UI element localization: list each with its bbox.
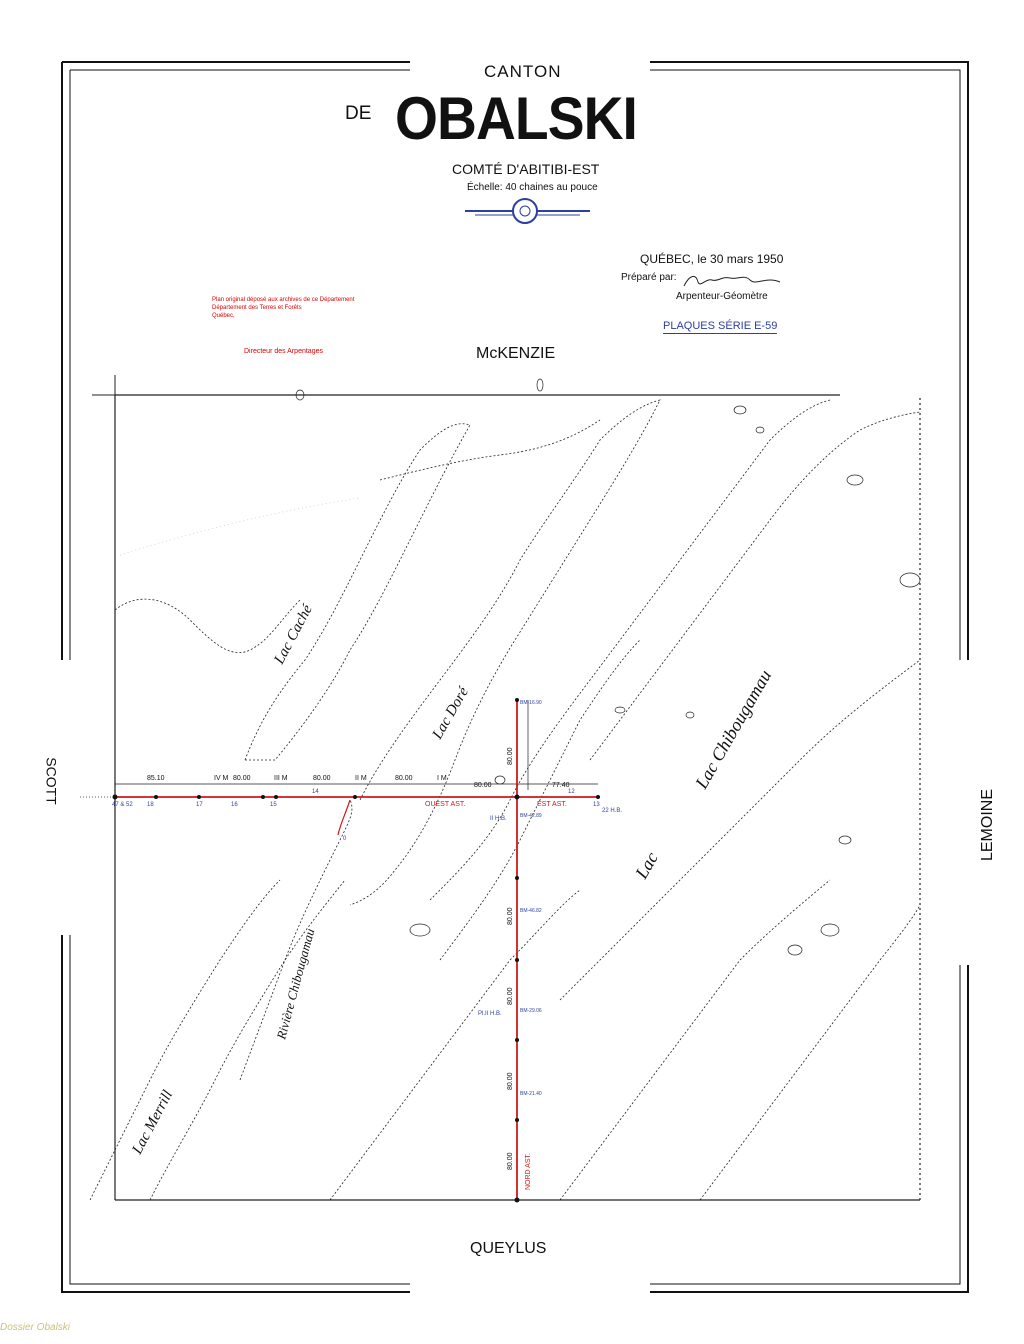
marker-label: BM-29.06 [520, 1008, 542, 1014]
scale-label: Échelle: 40 chaines au pouce [467, 182, 598, 193]
segment-label: 77.40 [552, 782, 570, 789]
marker-label: BM-16.90 [520, 700, 542, 706]
nord-line-label: NORD AST. [525, 1153, 532, 1190]
post-marker [515, 698, 519, 702]
post-marker [197, 795, 201, 799]
segment-label: 80.00 [395, 775, 413, 782]
segment-label: 80.00 [507, 747, 514, 765]
south-shore-1 [330, 890, 580, 1200]
neighbour-north: McKENZIE [476, 345, 556, 362]
place-date: QUÉBEC, le 30 mars 1950 [640, 252, 784, 266]
archive-note-line: Plan original déposé aux archives de ce Département [212, 297, 355, 303]
station-label: III M [274, 775, 288, 782]
post-marker [261, 795, 265, 799]
segment-label: 80.00 [507, 1152, 514, 1170]
township-boundary [92, 375, 920, 1200]
lake-label-merrill: Lac Merrill [129, 1087, 177, 1157]
marker-label: BM-46.82 [520, 908, 542, 914]
canton-label: CANTON [484, 62, 562, 81]
marker-label: Pl.II H.B. [478, 1011, 502, 1017]
post-marker [515, 1038, 519, 1042]
merrill-shore [90, 880, 280, 1200]
map-labels [129, 601, 775, 1158]
segment-label: 80.00 [507, 987, 514, 1005]
post-label: 15 [270, 802, 277, 808]
survey-posts [113, 698, 601, 1203]
surveyor-signature [680, 270, 790, 292]
plates-label: PLAQUES SÉRIE E-59 [663, 320, 778, 332]
post-marker [515, 795, 520, 800]
prepared-by-label: Préparé par: [621, 272, 677, 283]
south-shore-3 [700, 905, 920, 1200]
segment-label: 85.10 [147, 775, 165, 782]
lake-label-dore: Lac Doré [429, 684, 473, 742]
station-label: I M [437, 775, 447, 782]
de-label: DE [345, 103, 372, 124]
marker-label: BM-21.40 [520, 1091, 542, 1097]
north-shore [380, 420, 600, 480]
station-label: IV M [214, 775, 229, 782]
post-label: 18 [147, 802, 154, 808]
neighbour-south: QUEYLUS [470, 1240, 547, 1257]
post-label: 47 & 52 [112, 802, 133, 808]
county-label: COMTÉ D'ABITIBI-EST [452, 161, 600, 177]
segment-label: 80.00 [507, 907, 514, 925]
merrill-shore-east [150, 880, 345, 1200]
south-shore-2 [560, 880, 830, 1200]
marker-label: 22 H.B. [602, 808, 623, 814]
director-label: Directeur des Arpentages [244, 348, 323, 355]
segment-label: 80.00 [474, 782, 492, 789]
segment-label: 80.00 [313, 775, 331, 782]
post-label: 17 [196, 802, 203, 808]
handwritten-note: Dossier Obalski [0, 1322, 71, 1333]
post-marker [515, 958, 519, 962]
post-label: 14 [312, 789, 319, 795]
frame [62, 62, 968, 1292]
line-labels [112, 700, 622, 1190]
survey-guides [80, 700, 600, 797]
river-label: Rivière Chibougamau [273, 926, 318, 1041]
post-marker [515, 1198, 520, 1203]
river-shore [240, 800, 352, 1080]
post-marker [353, 795, 357, 799]
lake-label-chibougamau: Lac Chibougamau [691, 666, 776, 792]
surveyor-title: Arpenteur-Géomètre [676, 291, 768, 302]
lac-cache-shore [245, 424, 470, 760]
post-marker [515, 876, 519, 880]
post-label: 0 [343, 836, 347, 842]
archive-note-line: Département des Terres et Forêts [212, 305, 302, 311]
lake-label-cache: Lac Caché [271, 602, 316, 667]
faint-trace [120, 498, 360, 555]
ouest-line-label: OUEST AST. [425, 801, 466, 808]
segment-label: 80.00 [507, 1072, 514, 1090]
shorelines [90, 400, 920, 1200]
islands [296, 379, 920, 955]
post-label: 16 [231, 802, 238, 808]
post-label: 12 [568, 789, 575, 795]
lake-label-lac: Lac [631, 848, 662, 882]
post-marker [515, 1118, 519, 1122]
segment-label: 80.00 [233, 775, 251, 782]
post-marker [154, 795, 158, 799]
neighbour-east: LEMOINE [979, 788, 997, 862]
est-line-label: EST AST. [537, 801, 567, 808]
post-label: 13 [593, 802, 600, 808]
lac-dore-shore-east [430, 400, 830, 900]
northwest-shore [115, 599, 300, 653]
post-marker [596, 795, 600, 799]
post-marker [274, 795, 278, 799]
marker-label: II H.B. [490, 816, 507, 822]
station-label: II M [355, 775, 367, 782]
post-marker [113, 795, 118, 800]
township-name: OBALSKI [395, 85, 637, 152]
marker-label: BM-42.89 [520, 813, 542, 819]
archive-note-line: Québec, [212, 313, 235, 319]
neighbour-west: SCOTT [43, 757, 60, 805]
scale-ornament [465, 199, 590, 223]
